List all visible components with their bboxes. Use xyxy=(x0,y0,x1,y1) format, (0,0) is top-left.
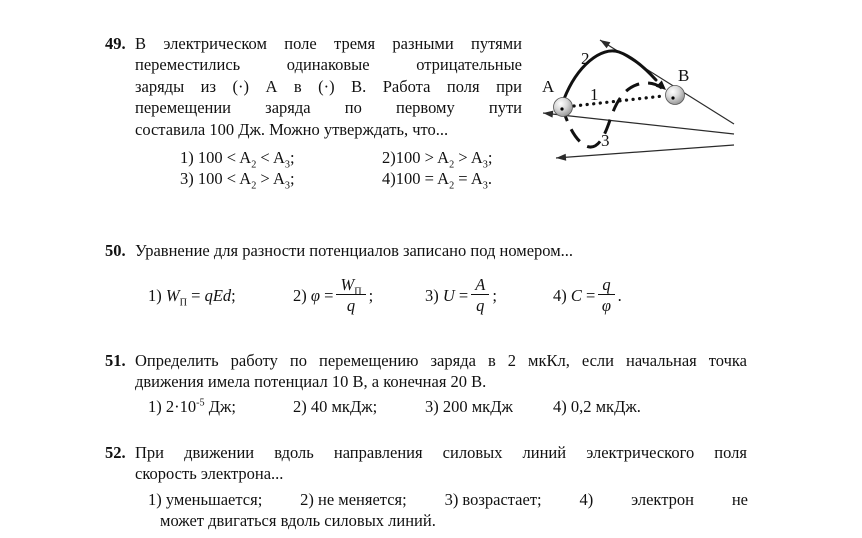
text-line: движения имела потенциал 10 В, а конечная 20 В. xyxy=(135,372,487,392)
question-50-options xyxy=(148,270,805,320)
option-1 xyxy=(148,285,293,306)
text-line: Уравнение для разности потенциалов записано под номером... xyxy=(135,241,574,260)
label-path-1: 1 xyxy=(590,85,599,104)
field-line-top-arrow-icon xyxy=(600,40,610,48)
option-4-word-1: электрон xyxy=(631,489,694,509)
option-2: 2) 40 мкДж; xyxy=(293,396,378,416)
option-3: 3) $100 < A_2 > A_3$; xyxy=(180,169,295,192)
formula: 1) $W_П$ = qEd; xyxy=(148,285,236,308)
option-2: $2)100 > A_2 > A_3$; xyxy=(382,147,493,171)
charge-sphere-a xyxy=(554,98,573,117)
charge-sphere-b xyxy=(666,86,685,105)
option-3 xyxy=(425,276,553,315)
option-4-number: 4) xyxy=(579,489,594,509)
label-path-3: 3 xyxy=(601,131,610,150)
question-50-number: 50. xyxy=(105,241,126,260)
option-2 xyxy=(293,276,425,315)
option-1: 1) уменьшается; xyxy=(148,489,263,509)
fraction-numerator: $W_П$ xyxy=(336,276,365,295)
question-50 xyxy=(105,240,805,320)
label-point-a: A xyxy=(542,77,555,96)
field-line-bottom xyxy=(556,145,734,158)
formula-lhs: 3) U = xyxy=(425,285,469,305)
fraction-denominator: q xyxy=(476,296,485,316)
fraction xyxy=(336,276,365,315)
question-51-number: 51. xyxy=(105,351,126,370)
option-1: 1) $2\cdot 10^{-5}$ Дж; xyxy=(148,396,237,416)
path-3-dashed xyxy=(562,83,663,147)
option-4-word-2: не xyxy=(731,489,748,509)
fraction-denominator: φ xyxy=(601,296,612,316)
formula-tail: ; xyxy=(368,285,374,305)
text-line: Определить работу по перемещению заряда в 2 мкКл, если начальная точка xyxy=(135,351,747,370)
option-3: 3) возрастает; xyxy=(444,489,542,509)
label-point-b: B xyxy=(678,66,690,85)
label-path-2: 2 xyxy=(581,49,590,68)
question-49-options xyxy=(180,147,570,190)
text-line: переместились одинаковые отрицательные xyxy=(135,55,522,75)
fraction-numerator: A xyxy=(471,276,489,295)
electric-field-paths-diagram xyxy=(528,18,762,170)
fraction-numerator: q xyxy=(598,276,614,295)
text-line: скорость электрона... xyxy=(135,464,284,484)
option-4-continuation: может двигаться вдоль силовых линий. xyxy=(160,511,436,531)
field-line-middle-arrow-icon xyxy=(543,111,553,118)
option-4: 4) 0,2 мкДж. xyxy=(553,396,641,416)
question-52 xyxy=(105,442,805,532)
question-49-text xyxy=(135,33,522,140)
point-a-dot xyxy=(560,107,563,110)
point-b-dot xyxy=(671,96,674,99)
formula-tail: . xyxy=(617,285,622,305)
option-1: 1) $100 < A_2 < A_3$; xyxy=(180,147,295,171)
fraction xyxy=(471,276,489,315)
question-51 xyxy=(105,350,805,417)
option-4 xyxy=(553,276,622,315)
text-line: составила 100 Дж. Можно утверждать, что... xyxy=(135,119,449,139)
question-52-text xyxy=(135,442,747,485)
text-line: заряды из (·) А в (·) В. Работа поля при xyxy=(135,76,522,96)
fraction xyxy=(598,276,614,315)
question-51-options xyxy=(148,396,805,417)
text-line: перемещении заряда по первому пути xyxy=(135,98,522,118)
path-2-arc xyxy=(564,51,656,99)
text-line: В электрическом поле тремя разными путями xyxy=(135,34,522,53)
formula-lhs: 4) C = xyxy=(553,285,596,305)
question-49-number: 49. xyxy=(105,34,126,53)
question-51-text xyxy=(135,350,747,393)
option-3: 3) 200 мкДж xyxy=(425,396,513,416)
question-52-number: 52. xyxy=(105,443,126,462)
field-lines xyxy=(543,40,734,161)
option-4: $4)100 = A_2 = A_3$. xyxy=(382,169,492,192)
fraction-denominator: q xyxy=(346,296,356,316)
question-52-options xyxy=(148,489,748,510)
formula-lhs: 2) φ = xyxy=(293,285,334,305)
question-50-text xyxy=(135,240,747,261)
option-2: 2) не меняется; xyxy=(300,489,407,509)
text-line: При движении вдоль направления силовых линий электрического поля xyxy=(135,443,747,462)
formula-tail: ; xyxy=(492,285,497,305)
